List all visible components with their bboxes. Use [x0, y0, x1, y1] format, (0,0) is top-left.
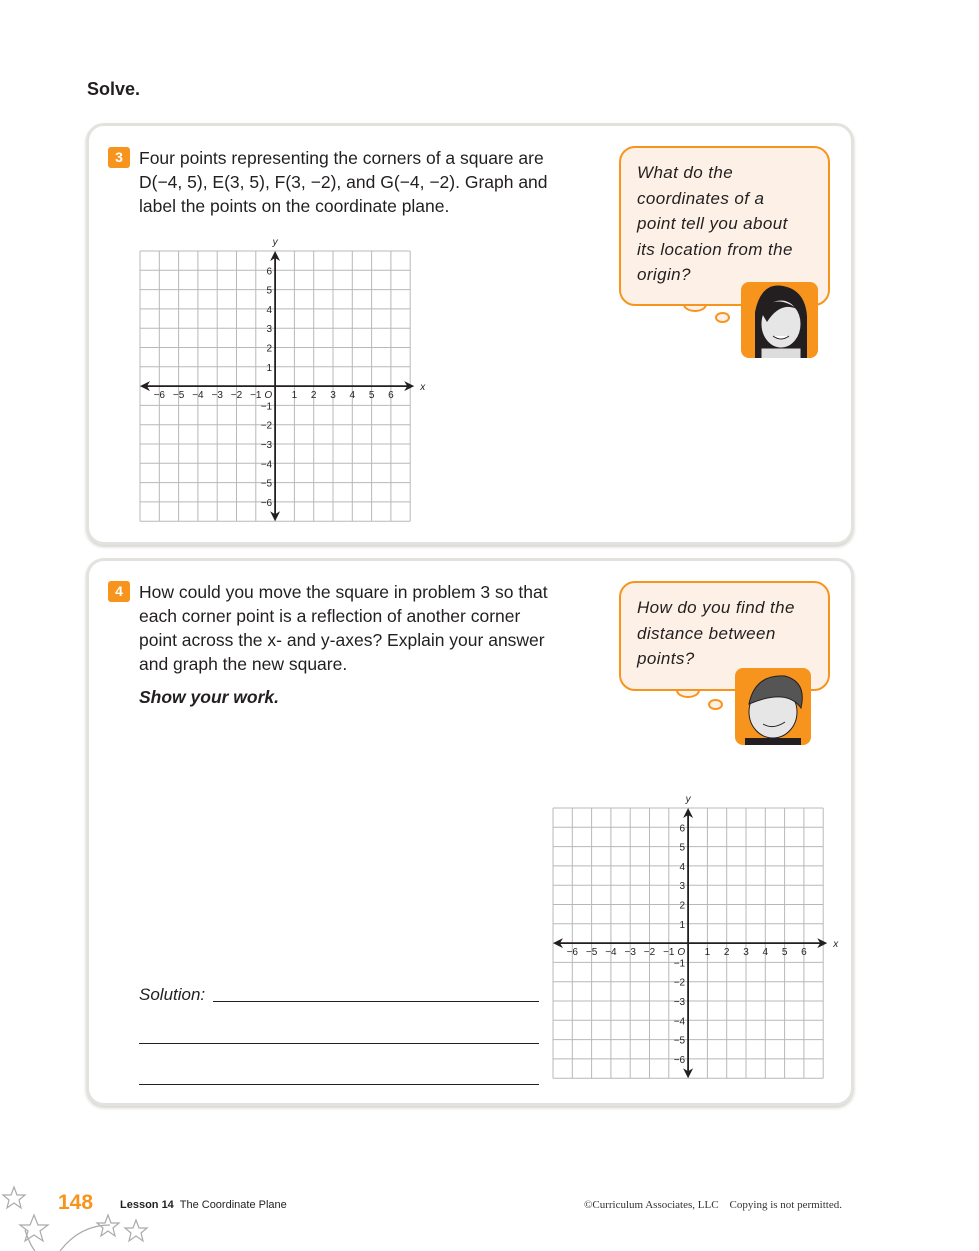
solution-answer-line[interactable] — [139, 1084, 539, 1085]
section-heading: Solve. — [87, 79, 141, 99]
y-tick-label: 1 — [679, 919, 686, 931]
x-tick-label: −4 — [192, 390, 204, 402]
x-tick-label: 1 — [291, 390, 298, 402]
x-tick-label: 3 — [743, 947, 749, 959]
y-tick-label: −1 — [260, 401, 273, 413]
bubble-line: What do the — [637, 163, 734, 182]
y-tick-label: −6 — [673, 1054, 686, 1066]
y-tick-label: −3 — [260, 440, 273, 451]
y-tick-label: 4 — [679, 861, 686, 873]
solution-answer-line[interactable] — [213, 1001, 539, 1002]
y-tick-label: −1 — [673, 958, 686, 970]
y-axis-label: y — [272, 237, 278, 248]
x-tick-label: −4 — [605, 947, 617, 959]
x-tick-label: 3 — [330, 390, 336, 402]
y-tick-label: 4 — [266, 304, 273, 316]
x-tick-label: −1 — [250, 390, 262, 402]
x-tick-label: −6 — [153, 390, 166, 402]
solution-label: Solution: — [139, 985, 206, 1004]
y-tick-label: 2 — [679, 900, 686, 912]
x-tick-label: −5 — [585, 947, 598, 959]
problem-number: 3 — [108, 147, 130, 168]
x-tick-label: 5 — [368, 390, 375, 402]
bubble-line: coordinates of a — [637, 188, 765, 208]
y-tick-label: 5 — [679, 842, 686, 854]
bubble-line: distance between — [637, 623, 776, 643]
text-line: D(−4, 5), E(3, 5), F(3, −2), and G(−4, −2). Graph and — [139, 172, 548, 192]
y-tick-label: 3 — [679, 881, 686, 893]
copyright — [584, 1199, 842, 1211]
x-tick-label: −1 — [663, 947, 675, 959]
coordinate-grid[interactable] — [543, 789, 843, 1084]
student-avatar-boy — [735, 668, 811, 745]
bubble-line: origin? — [637, 265, 691, 284]
x-tick-label: 2 — [310, 390, 317, 402]
show-work-label: Show your work. — [139, 687, 280, 707]
lesson-info — [120, 1199, 287, 1211]
problem-number: 4 — [108, 581, 130, 602]
y-tick-label: −2 — [673, 977, 686, 989]
y-tick-label: 5 — [266, 285, 273, 297]
x-tick-label: −6 — [566, 947, 579, 959]
y-tick-label: −4 — [673, 1016, 686, 1028]
x-tick-label: −3 — [211, 390, 223, 402]
copying-notice: Copying is not permitted. — [729, 1199, 842, 1211]
coordinate-grid[interactable] — [130, 232, 430, 527]
y-tick-label: 6 — [679, 823, 686, 835]
text-line: Four points representing the corners of a square are — [139, 148, 544, 168]
text-line: and graph the new square. — [139, 654, 348, 674]
x-axis-label: x — [420, 382, 426, 394]
x-tick-label: 4 — [349, 390, 356, 402]
bubble-line: point tell you about — [637, 214, 788, 233]
x-tick-label: −3 — [624, 947, 636, 959]
x-tick-label: −2 — [230, 390, 243, 402]
problem-3-text — [139, 146, 548, 218]
x-tick-label: 1 — [704, 947, 711, 959]
origin-label: O — [264, 390, 273, 402]
y-tick-label: −4 — [260, 459, 273, 471]
y-tick-label: −5 — [260, 478, 273, 490]
problem-4-text — [139, 580, 548, 709]
lesson-number: Lesson 14 — [120, 1199, 174, 1211]
thought-dot — [715, 312, 730, 323]
x-tick-label: 6 — [801, 947, 807, 959]
student-avatar-girl — [741, 282, 818, 358]
x-tick-label: 6 — [388, 390, 394, 402]
y-tick-label: −2 — [260, 420, 273, 432]
x-tick-label: 4 — [762, 947, 769, 959]
lesson-title: The Coordinate Plane — [179, 1199, 287, 1211]
text-line: point across the x- and y-axes? Explain your answer — [139, 630, 545, 650]
y-axis-label: y — [685, 794, 691, 805]
y-tick-label: −5 — [673, 1035, 686, 1047]
page-number: 148 — [58, 1191, 94, 1214]
bubble-line: points? — [637, 649, 695, 668]
text-line: each corner point is a reflection of another corner — [139, 606, 521, 626]
y-tick-label: 1 — [266, 362, 273, 374]
copyright-text: ©Curriculum Associates, LLC — [584, 1199, 719, 1211]
y-tick-label: 3 — [266, 324, 273, 336]
origin-label: O — [677, 947, 686, 959]
text-line: label the points on the coordinate plane. — [139, 196, 450, 216]
x-axis-label: x — [833, 939, 839, 951]
thought-dot — [708, 699, 723, 710]
bubble-line: its location from the — [637, 239, 793, 259]
text-line: How could you move the square in problem 3 so that — [139, 582, 548, 602]
solution-answer-line[interactable] — [139, 1043, 539, 1044]
y-tick-label: 6 — [266, 266, 273, 278]
x-tick-label: 5 — [781, 947, 788, 959]
y-tick-label: 2 — [266, 343, 273, 355]
x-tick-label: −5 — [172, 390, 185, 402]
y-tick-label: −6 — [260, 497, 273, 509]
y-tick-label: −3 — [673, 997, 686, 1008]
x-tick-label: 2 — [723, 947, 730, 959]
x-tick-label: −2 — [643, 947, 656, 959]
bubble-line: How do you find the — [637, 598, 795, 617]
